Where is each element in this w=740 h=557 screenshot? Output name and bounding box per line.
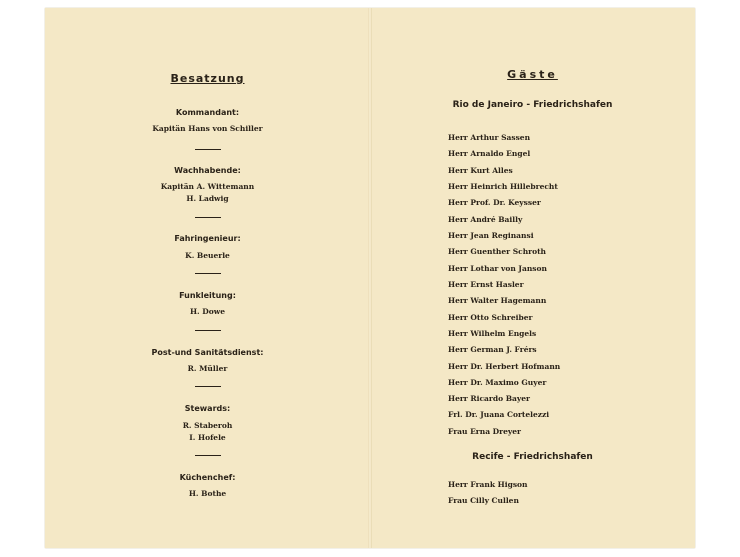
guests-title: Gäste [507,68,558,81]
guest-name: Frl. Dr. Juana Cortelezzi [448,410,550,419]
divider-rule [195,455,221,456]
guest-name: Herr Ricardo Bayer [448,394,530,403]
guest-name: Herr Jean Reginansi [448,231,534,240]
guest-name: Herr German J. Frérs [448,345,537,354]
guest-name: Herr Arnaldo Engel [448,149,531,158]
guest-name: Frau Erna Dreyer [448,427,521,436]
crew-title: Besatzung [170,72,245,85]
crew-name: H. Bothe [188,489,227,498]
guest-name: Herr Arthur Sassen [448,133,531,142]
crew-name: H. Ladwig [186,194,229,203]
divider-rule [195,330,221,331]
guest-name: Herr Ernst Hasler [448,280,524,289]
crew-name: I. Hofele [189,433,226,442]
role-label: Post-und Sanitätsdienst: [151,348,264,357]
route-heading: Rio de Janeiro - Friedrichshafen [452,100,613,110]
divider-rule [195,386,221,387]
divider-rule [195,273,221,274]
guest-name: Herr Lothar von Janson [448,264,547,273]
guest-name: Frau Cilly Cullen [448,496,519,505]
crew-name: R. Staberoh [182,421,233,430]
crew-name: H. Dowe [189,307,226,316]
divider-rule [195,217,221,218]
guest-name: Herr Walter Hagemann [448,296,547,305]
menu-card [45,8,695,548]
guest-name: Herr Wilhelm Engels [448,329,537,338]
role-label: Funkleitung: [179,291,236,300]
guest-name: Herr André Bailly [448,215,523,224]
crew-name: K. Beuerle [185,251,230,260]
divider-rule [195,149,221,150]
role-label: Stewards: [184,404,231,413]
guests-page [370,8,695,548]
guest-name: Herr Kurt Alles [448,166,513,175]
guest-name: Herr Otto Schreiber [448,313,533,322]
role-label: Wachhabende: [174,166,241,175]
crew-name: Kapitän Hans von Schiller [152,124,263,133]
role-label: Küchenchef: [179,473,236,482]
crew-name: R. Müller [187,364,228,373]
guest-name: Herr Frank Higson [448,480,528,489]
crew-name: Kapitän A. Wittemann [160,182,255,191]
guest-name: Herr Heinrich Hillebrecht [448,182,558,191]
guest-name: Herr Dr. Maximo Guyer [448,378,547,387]
crew-page [45,8,370,548]
role-label: Kommandant: [175,108,240,117]
guest-name: Herr Guenther Schroth [448,247,547,256]
guest-name: Herr Prof. Dr. Keysser [448,198,541,207]
route-heading: Recife - Friedrichshafen [472,452,593,462]
role-label: Fahringenieur: [174,234,241,243]
guest-name: Herr Dr. Herbert Hofmann [448,362,561,371]
